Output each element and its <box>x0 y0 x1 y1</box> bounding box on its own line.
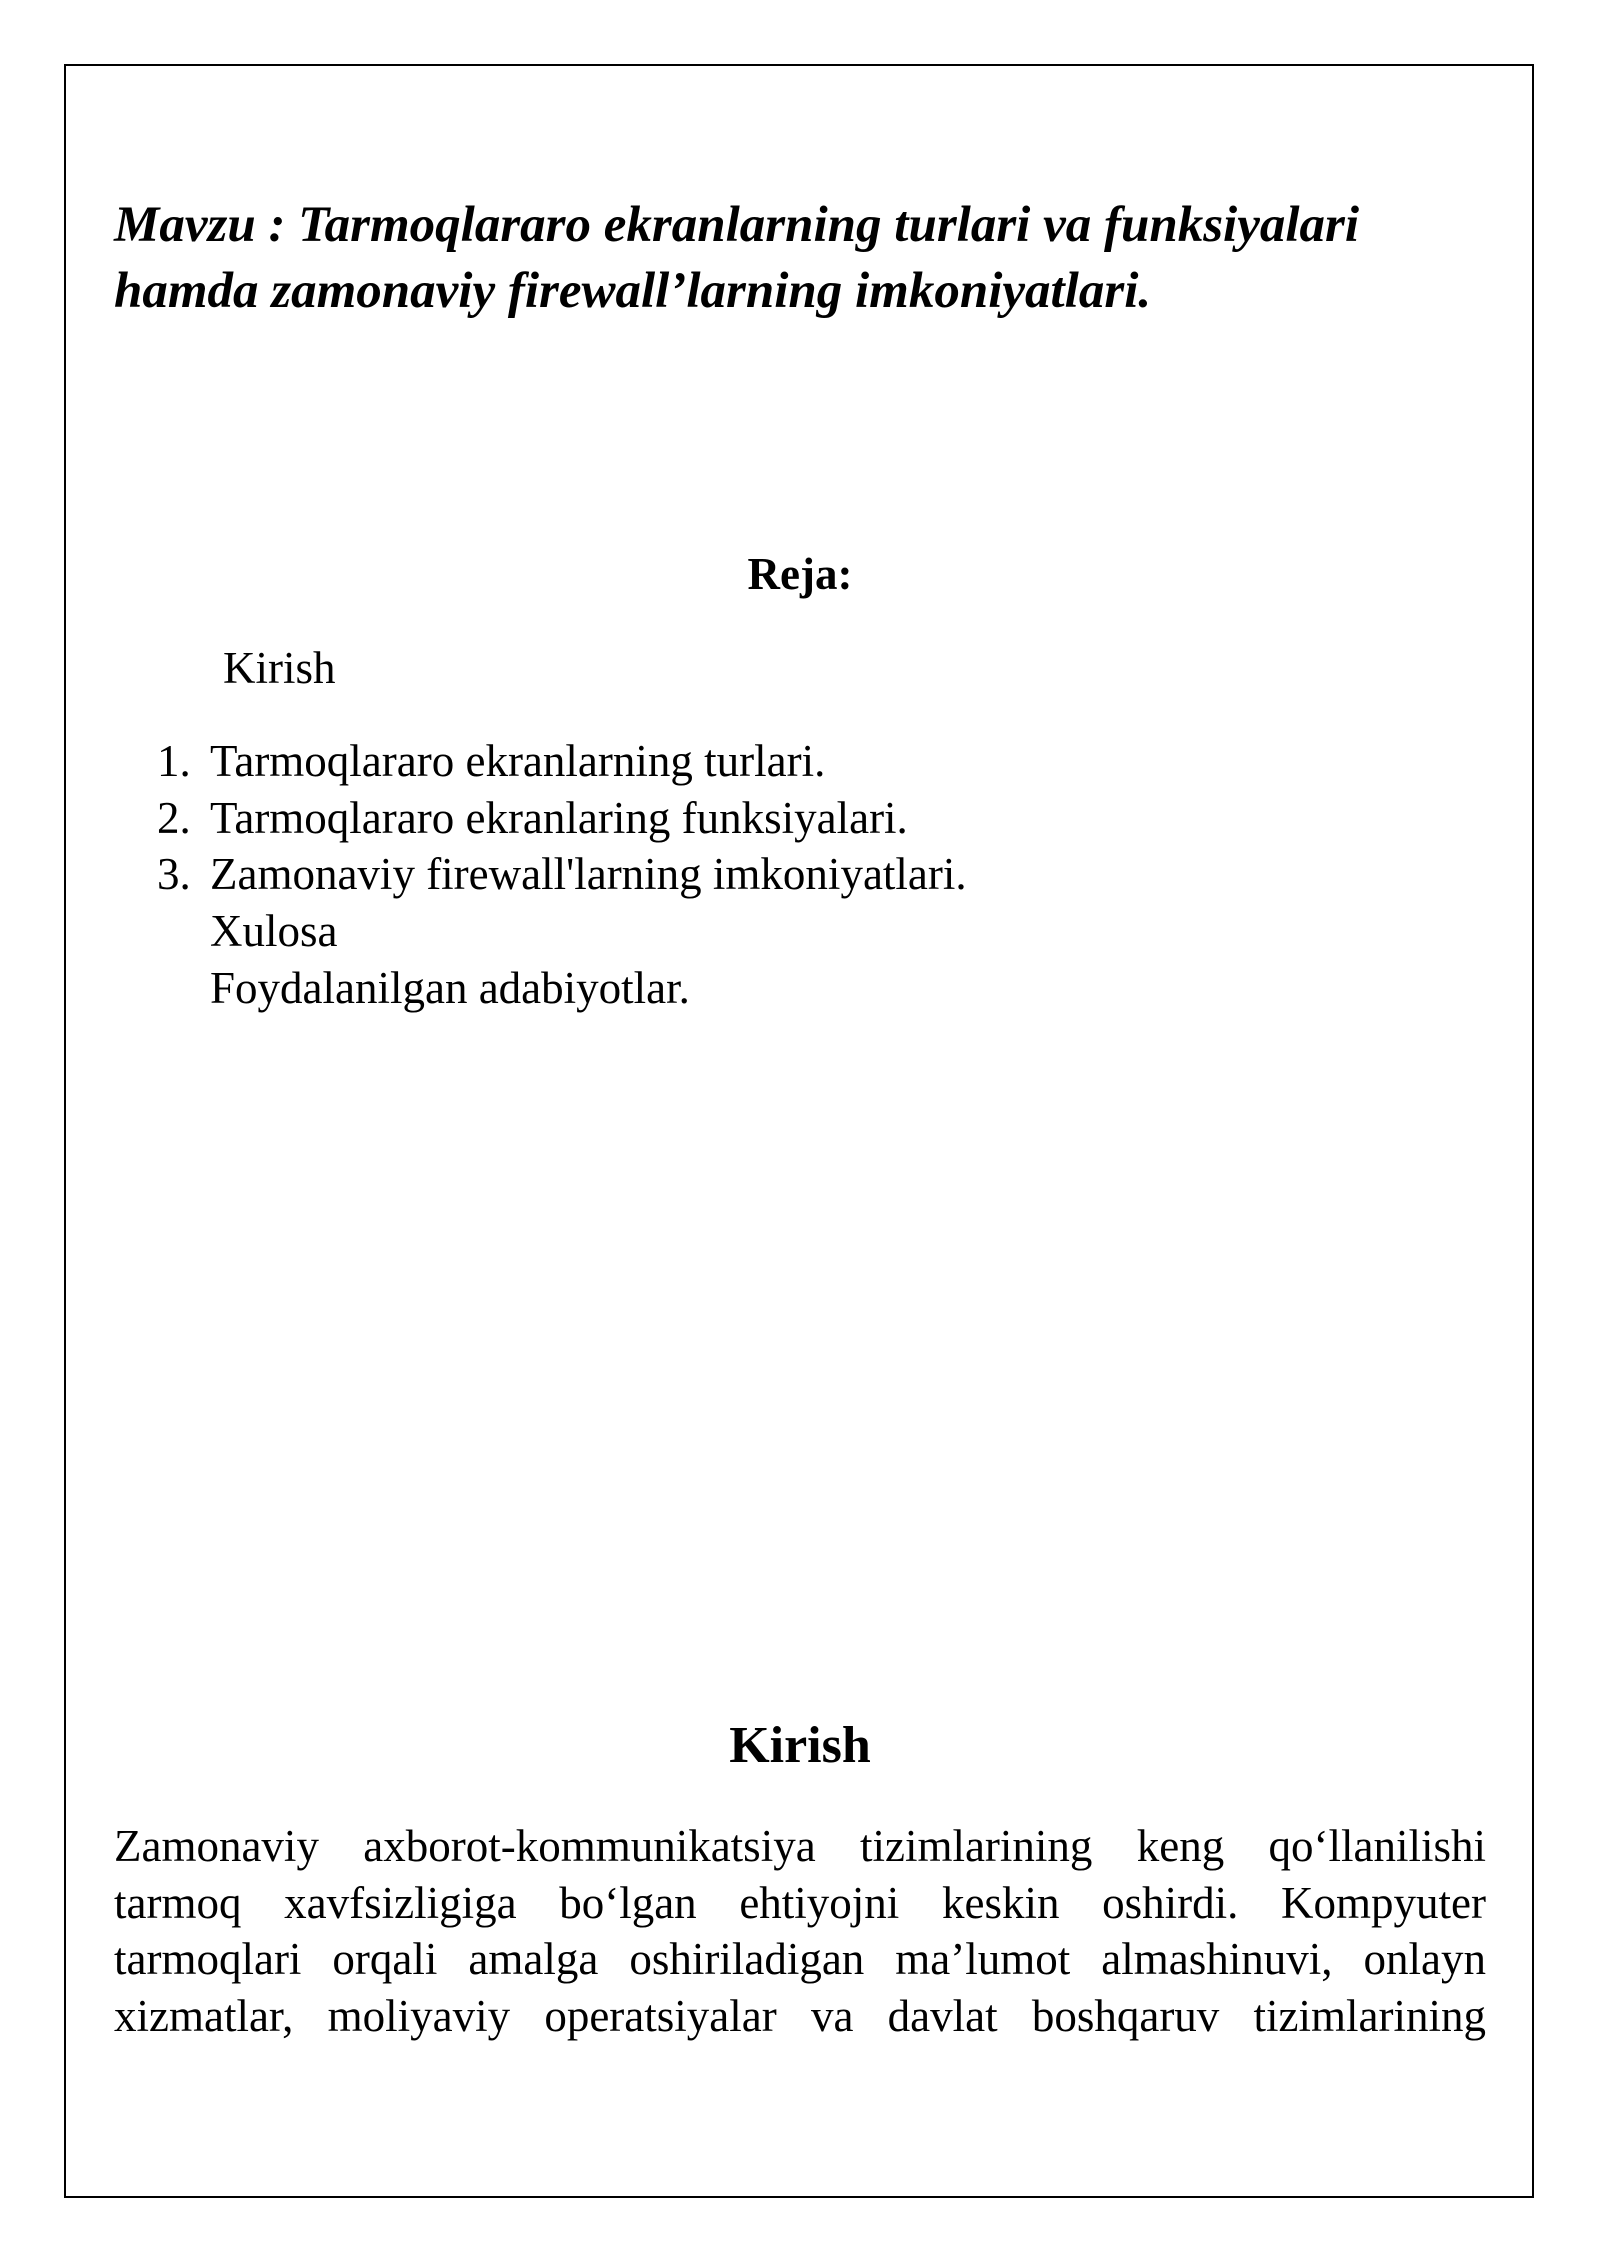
plan-item-text: Zamonaviy firewall'larning imkoniyatlari. <box>210 849 967 899</box>
introduction-paragraph <box>114 1818 1486 2044</box>
plan-item-text: Tarmoqlararo ekranlarning turlari. <box>210 736 826 786</box>
plan-item-text: Tarmoqlararo ekranlaring funksiyalari. <box>210 792 908 843</box>
topic-title-line-2: hamda zamonaviy firewall’larning imkoniyatlari. <box>114 263 1152 319</box>
paragraph-line: xizmatlar, moliyaviy operatsiyalar va davlat boshqaruv tizimlarining <box>114 1990 1486 2041</box>
paragraph-line: Zamonaviy axborot-kommunikatsiya tizimlarining keng qo‘llanilishi <box>114 1821 1486 1871</box>
introduction-heading: Kirish <box>729 1717 871 1774</box>
plan-item-number: 1. <box>157 736 191 786</box>
plan-list-item <box>157 846 967 903</box>
plan-conclusion-item: Xulosa <box>210 906 338 956</box>
plan-item-number: 2. <box>157 792 191 843</box>
plan-intro-item: Kirish <box>223 643 336 693</box>
plan-list-item <box>157 790 967 847</box>
plan-heading: Reja: <box>747 549 853 599</box>
topic-title <box>114 192 1494 324</box>
plan-references-item: Foydalanilgan adabiyotlar. <box>210 962 690 1013</box>
paragraph-line: tarmoqlari orqali amalga oshiriladigan ma’lumot almashinuvi, onlayn <box>114 1934 1486 1984</box>
paragraph-line: tarmoq xavfsizligiga bo‘lgan ehtiyojni keskin oshirdi. Kompyuter <box>114 1877 1486 1928</box>
topic-title-line-1: Mavzu : Tarmoqlararo ekranlarning turlari va funksiyalari <box>114 197 1360 253</box>
plan-extra-items <box>210 903 690 1016</box>
plan-list <box>157 733 967 903</box>
plan-list-item <box>157 733 967 790</box>
plan-item-number: 3. <box>157 849 191 899</box>
